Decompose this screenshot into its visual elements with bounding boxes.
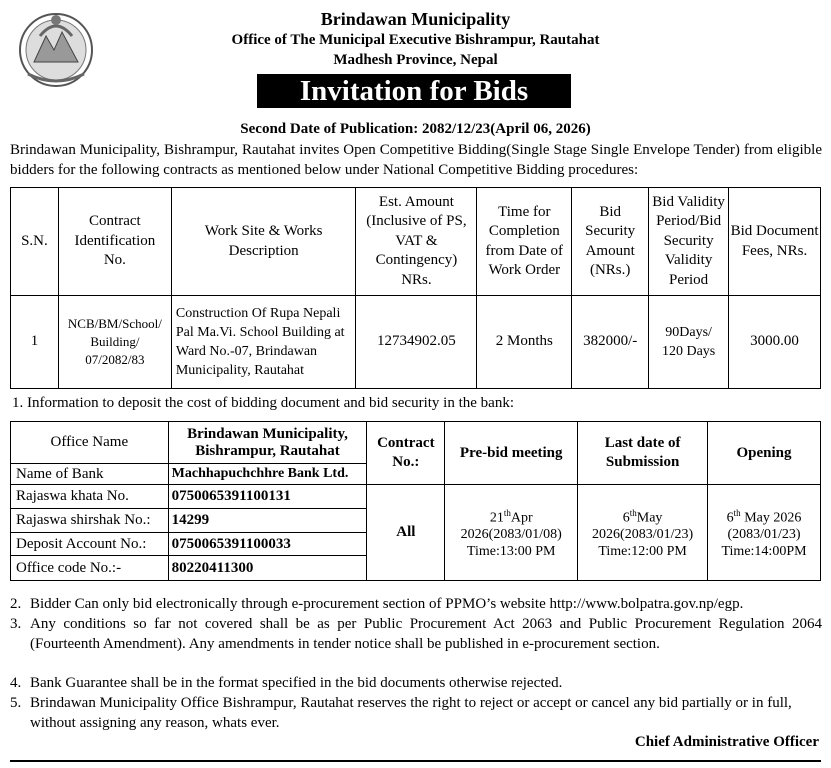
office-name-value: Brindawan Municipality, Bishrampur, Rautahat: [168, 422, 367, 464]
contract-table: [10, 187, 821, 389]
bank-header-row: [11, 422, 821, 464]
contract-value: All: [367, 485, 445, 581]
bank-name-label: Name of Bank: [11, 464, 169, 485]
prebid-month: Apr: [510, 510, 533, 526]
note-1: 1. Information to deposit the cost of bidding document and bid security in the bank:: [12, 395, 514, 411]
note-3: [10, 614, 822, 654]
contract-no-label: Contract No.:: [367, 422, 445, 485]
validity-line-1: 90Days/: [665, 324, 712, 340]
opening-line3: Time:14:00PM: [721, 544, 807, 560]
note-number: 4.: [10, 675, 22, 691]
publication-date: [0, 121, 831, 138]
shirshak-value: 14299: [168, 509, 367, 533]
cell-amount: 12734902.05: [356, 296, 477, 389]
last-day: 6: [622, 510, 630, 526]
last-date: [578, 485, 708, 581]
khata-label: Rajaswa khata No.: [11, 485, 169, 509]
header-amount: Est. Amount (Inclusive of PS, VAT & Contingency) NRs.: [356, 188, 477, 296]
office-name: Office of The Municipal Executive Bishrampur, Rautahat: [231, 32, 600, 48]
prebid-sup: th: [503, 507, 511, 518]
note-4: [10, 673, 822, 693]
note-text: Any conditions so far not covered shall be as per Public Procurement Act 2063 and Public Procurement Regulation 2064 (Fourteenth Amendment). Any amendments in tender notice shall be published in e-procurement section.: [30, 616, 822, 652]
khata-value: 0750065391100131: [168, 485, 367, 509]
publication-date-value: : 2082/12/23(April 06, 2026): [413, 121, 591, 137]
prebid-line2: 2026(2083/01/08): [460, 527, 562, 543]
office-code-label: Office code No.:-: [11, 556, 169, 581]
prebid-day: 21: [489, 510, 504, 526]
opening-line2: (2083/01/23): [727, 527, 801, 543]
header-fees: Bid Document Fees, NRs.: [729, 188, 821, 296]
bank-name-value: Machhapuchchhre Bank Ltd.: [168, 464, 367, 485]
note-5: [10, 693, 822, 733]
intro-paragraph: Brindawan Municipality, Bishrampur, Rautahat invites Open Competitive Bidding(Single Stage Single Envelope Tender) from eligible bidders for the following contracts as mentioned below under National Competitive Bidding procedures:: [10, 142, 822, 178]
header-time: Time for Completion from Date of Work Order: [477, 188, 572, 296]
office-code-value: 80220411300: [168, 556, 367, 581]
note-number: 2.: [10, 596, 22, 612]
header-contract-id: Contract Identification No.: [58, 188, 171, 296]
deposit-label: Deposit Account No.:: [11, 533, 169, 556]
opening-label: Opening: [708, 422, 821, 485]
cell-security: 382000/-: [572, 296, 649, 389]
header-security: Bid Security Amount (NRs.): [572, 188, 649, 296]
cell-sn: 1: [11, 296, 59, 389]
last-month: May: [636, 510, 663, 526]
header-validity: Bid Validity Period/Bid Security Validity Period: [649, 188, 729, 296]
page-title: Invitation for Bids: [257, 74, 571, 108]
opening-month: May 2026: [740, 510, 802, 526]
validity-line-2: 120 Days: [661, 344, 716, 359]
shirshak-label: Rajaswa shirshak No.:: [11, 509, 169, 533]
office-name-label: Office Name: [11, 422, 169, 464]
deposit-value: 0750065391100033: [168, 533, 367, 556]
prebid-label: Pre-bid meeting: [445, 422, 578, 485]
signature-title: Chief Administrative Officer: [634, 734, 819, 750]
cell-validity: [649, 296, 729, 389]
cell-contract-id: NCB/BM/School/ Building/ 07/2082/83: [58, 296, 171, 389]
municipality-name: Brindawan Municipality: [320, 9, 511, 29]
publication-date-label: Second Date of Publication: [240, 121, 414, 137]
note-text: Bank Guarantee shall be in the format specified in the bid documents otherwise rejected.: [30, 675, 563, 691]
prebid-date: [445, 485, 578, 581]
table-row: [11, 296, 821, 389]
last-date-label: Last date of Submission: [578, 422, 708, 485]
bank-table: [10, 421, 821, 581]
header-work: Work Site & Works Description: [171, 188, 356, 296]
cell-work: Construction Of Rupa Nepali Pal Ma.Vi. School Building at Ward No.-07, Brindawan Municipality, Rautahat: [171, 296, 356, 389]
last-line2: 2026(2083/01/23): [592, 527, 694, 543]
cell-time: 2 Months: [477, 296, 572, 389]
cell-fees: 3000.00: [729, 296, 821, 389]
note-number: 3.: [10, 616, 22, 632]
opening-day: 6: [726, 510, 734, 526]
header-sn: S.N.: [11, 188, 59, 296]
bottom-rule: [10, 760, 821, 762]
opening-date: [708, 485, 821, 581]
last-line3: Time:12:00 PM: [598, 544, 687, 560]
prebid-line3: Time:13:00 PM: [466, 544, 556, 560]
note-number: 5.: [10, 695, 22, 711]
bank-row: [11, 485, 821, 509]
opening-sup: th: [733, 507, 741, 518]
note-2: [10, 594, 822, 614]
note-text: Bidder Can only bid electronically through e-procurement section of PPMO’s website http://www.bolpatra.gov.np/egp.: [30, 596, 744, 612]
last-sup: th: [629, 507, 637, 518]
table-header-row: [11, 188, 821, 296]
note-text: Brindawan Municipality Office Bishrampur, Rautahat reserves the right to reject or accept or cancel any bid partially or in full, without assigning any reason, whats ever.: [30, 695, 792, 731]
province-name: Madhesh Province, Nepal: [333, 52, 498, 68]
